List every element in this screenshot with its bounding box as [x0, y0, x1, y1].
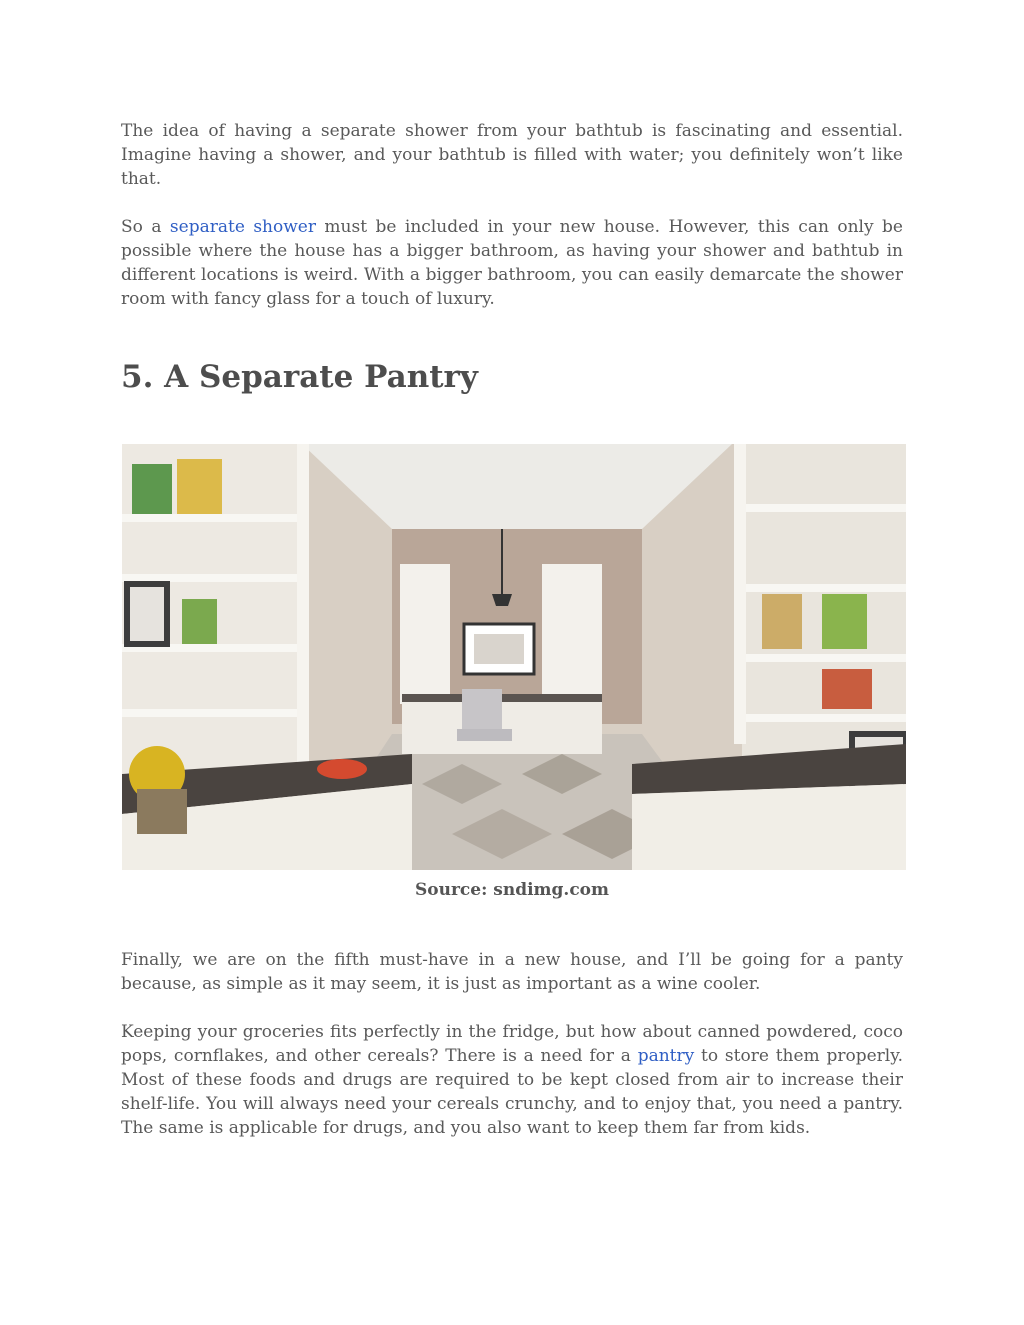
paragraph-text-prefix: Keeping your groceries fits perfectly in the fridge, but how about canned powdered, coco pops, cornflakes, and other cereals? There is a need for a — [121, 1022, 903, 1066]
separate-shower-link[interactable]: separate shower — [169, 217, 316, 237]
image-caption: Source: sndimg.com — [414, 880, 610, 900]
paragraph-shower-intro: The idea of having a separate shower from your bathtub is fascinating and essential. Imagine having a shower, and your bathtub is filled with water; you definitely won’t like that. — [121, 121, 903, 189]
pantry-illustration — [122, 444, 906, 870]
section-heading: 5. A Separate Pantry — [121, 359, 478, 395]
paragraph-pantry — [121, 1020, 903, 1140]
paragraph-text-prefix: So a — [121, 217, 170, 237]
paragraph-text-suffix: must be included in your new house. However, this can only be possible where the house has a bigger bathroom, as having your shower and bathtub in different locations is weird. With a bigger bathroom, you can easily demarcate the shower room with fancy glass for a touch of luxury. — [121, 217, 903, 309]
document-page — [121, 119, 903, 397]
paragraph-separate-shower — [121, 215, 903, 311]
paragraph-fifth-must-have: Finally, we are on the fifth must-have in a new house, and I’ll be going for a panty because, as simple as it may seem, it is just as important as a wine cooler. — [121, 950, 903, 994]
pantry-link[interactable]: pantry — [637, 1046, 695, 1066]
lower-text — [121, 948, 903, 1140]
pantry-photo — [122, 444, 906, 870]
paragraph-text-suffix: to store them properly. Most of these foods and drugs are required to be kept closed from air to increase their shelf-life. You will always need your cereals crunchy, and to enjoy that, you need a pantry. The same is applicable for drugs, and you also want to keep them far from kids. — [121, 1046, 903, 1138]
